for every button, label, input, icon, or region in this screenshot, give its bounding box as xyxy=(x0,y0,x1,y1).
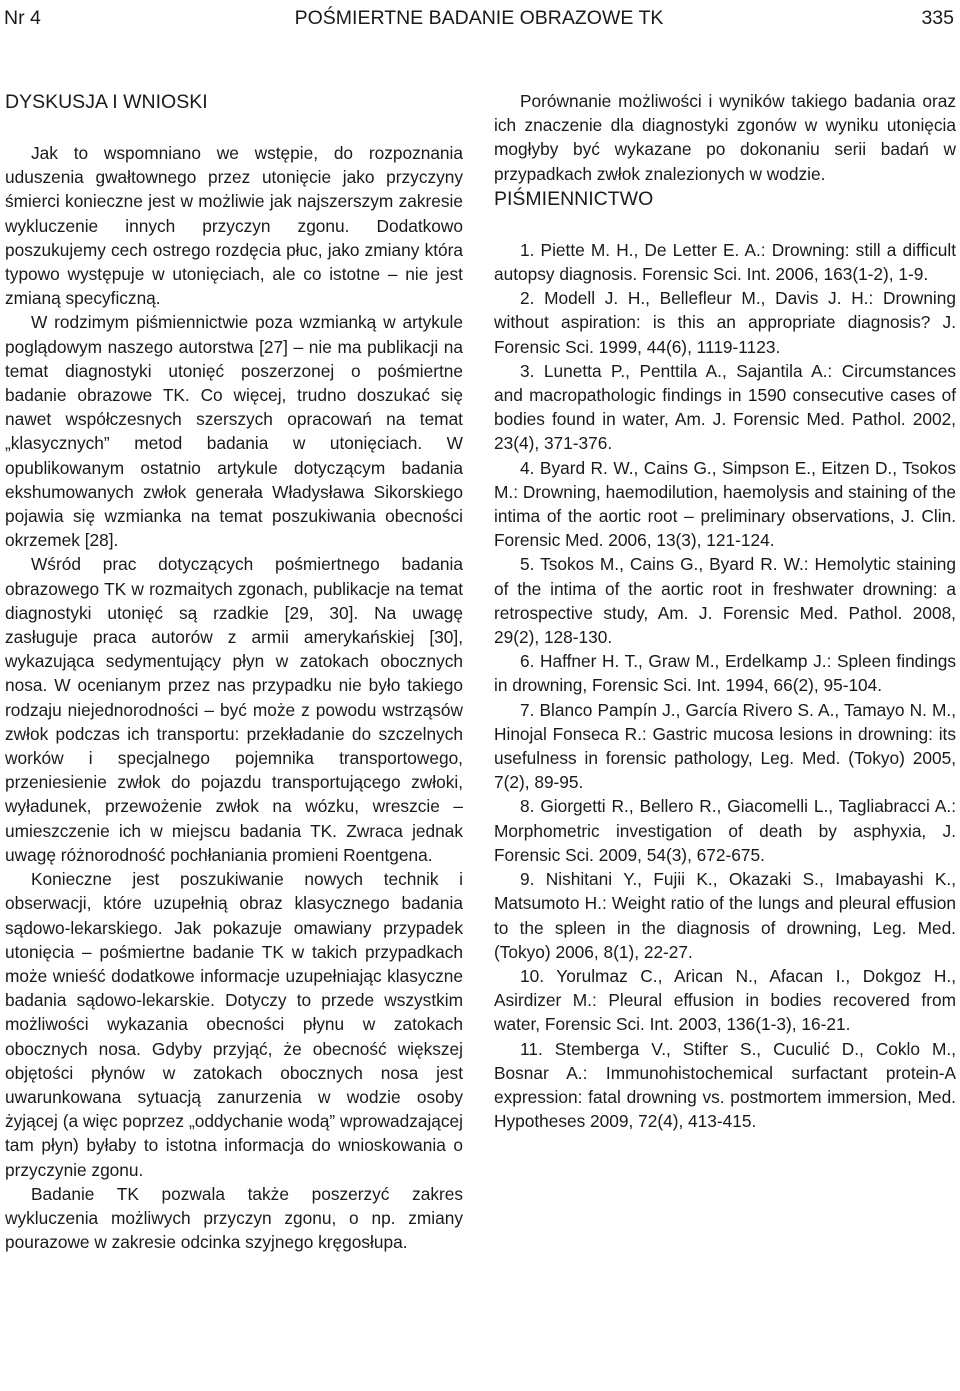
page-header xyxy=(4,4,954,32)
page-number: 335 xyxy=(921,7,954,29)
discussion-paragraph: Wśród prac dotyczących pośmiertnego badania obrazowego TK w rozmaitych zgonach, publikacje na temat diagnostyki utonięć są rzadkie [29, 30]. Na uwagę zasługuje praca autorów z armii amerykańskiej [30], wykazująca sedymentujący płyn w zatokach obocznych nosa. W ocenianym przez nas przypadku nie było takiego rodzaju niejednorodności – być może z powodu wstrząsów zwłok podczas ich transportu: przekładanie do szczelnych worków i specjalnego pojemnika transportowego, przeniesienie zwłok do pojazdu transportującego zwłoki, wyładunek, przewożenie zwłok na wózku, wreszcie – umieszczenie ich w miejscu badania TK. Zwraca jednak uwagę różnorodność pochłaniania promieni Roentgena. xyxy=(5,554,463,865)
reference-item: 10. Yorulmaz C., Arican N., Afacan I., Dokgoz H., Asirdizer M.: Pleural effusion in bodies recovered from water, Forensic Sci. Int. 2003, 136(1-3), 16-21. xyxy=(494,965,956,1035)
reference-item: 8. Giorgetti R., Bellero R., Giacomelli L., Tagliabracci A.: Morphometric investigation of death by asphyxia, J. Forensic Sci. 2009, 54(3), 672-675. xyxy=(494,796,956,865)
running-title: POŚMIERTNE BADANIE OBRAZOWE TK xyxy=(294,7,664,29)
reference-item: 3. Lunetta P., Penttila A., Sajantila A.: Circumstances and macropathologic findings in 1590 consecutive cases of bodies found in water, Am. J. Forensic Med. Pathol. 2002, 23(4), 371-376. xyxy=(494,360,956,454)
issue-number: Nr 4 xyxy=(4,7,41,29)
reference-item: 9. Nishitani Y., Fujii K., Okazaki S., Imabayashi K., Matsumoto H.: Weight ratio of the lungs and pleural effusion to the spleen in the diagnosis of drowning, Leg. Med. (Tokyo) 2006, 8(1), 22-27. xyxy=(494,869,956,962)
right-column xyxy=(494,89,956,1133)
reference-item: 1. Piette M. H., De Letter E. A.: Drowning: still a difficult autopsy diagnosis. Forensic Sci. Int. 2006, 163(1-2), 1-9. xyxy=(494,239,956,285)
reference-list xyxy=(494,238,956,1134)
discussion-paragraph: W rodzimym piśmiennictwie poza wzmianką w artykule poglądowym naszego autorstwa [27] – nie ma publikacji na temat diagnostyki utonięć poszerzonej o pośmiertne badanie obrazowe TK. Co więcej, trudno doszukać się nawet współczesnych szerszych opracowań na temat „klasycznych” metod badania w utonięciach. W opublikowanym ostatnio artykule dotyczącym badania ekshumowanych zwłok generała Władysława Sikorskiego pojawia się wzmianka na temat poszukiwania obecności okrzemek [28]. xyxy=(5,312,463,551)
reference-item: 4. Byard R. W., Cains G., Simpson E., Eitzen D., Tsokos M.: Drowning, haemodilution, haemolysis and staining of the intima of the aortic root – preliminary observations, J. Clin. Forensic Med. 2006, 13(3), 121-124. xyxy=(494,457,956,551)
reference-item: 6. Haffner H. T., Graw M., Erdelkamp J.: Spleen findings in drowning, Forensic Sci. Int. 1994, 66(2), 95-104. xyxy=(494,651,956,696)
discussion-paragraph-continued: Badanie TK pozwala także poszerzyć zakres wykluczenia możliwych przyczyn zgonu, o np. zmiany pourazowe w zakresie odcinka szyjnego kręgosłupa. xyxy=(5,1183,463,1253)
reference-item: 11. Stemberga V., Stifter S., Cuculić D., Coklo M., Bosnar A.: Immunohistochemical surfactant protein-A expression: fatal drowning vs. postmortem immersion, Med. Hypotheses 2009, 72(4), 413-415. xyxy=(494,1038,956,1132)
discussion-paragraph: Porównanie możliwości i wyników takiego badania oraz ich znaczenie dla diagnostyki zgonów w wyniku utonięcia mogłyby być wykazane po dokonaniu serii badań w przypadkach zwłok znalezionych w wodzie. xyxy=(494,91,956,184)
reference-item: 7. Blanco Pampín J., García Rivero S. A., Tamayo N. M., Hinojal Fonseca R.: Gastric mucosa lesions in drowning: its usefulness in forensic pathology, Leg. Med. (Tokyo) 2005, 7(2), 89-95. xyxy=(494,699,956,793)
reference-item: 5. Tsokos M., Cains G., Byard R. W.: Hemolytic staining of the intima of the aortic root in freshwater drowning: a retrospective study, Am. J. Forensic Med. Pathol. 2008, 29(2), 128-130. xyxy=(494,554,956,648)
discussion-paragraph: Jak to wspomniano we wstępie, do rozpoznania uduszenia gwałtownego przez utonięcie jako przyczyny śmierci konieczne jest w możliwie jak najszerszym zakresie wykluczenie innych przyczyn zgonu. Dodatkowo poszukujemy cech ostrego rozdęcia płuc, jako zmiany która typowo występuje w utonięciach, ale co istotne – nie jest zmianą specyficzną. xyxy=(5,143,463,309)
discussion-heading: DYSKUSJA I WNIOSKI xyxy=(5,91,208,113)
left-column xyxy=(5,89,463,1254)
reference-item: 2. Modell J. H., Bellefleur M., Davis J. H.: Drowning without aspiration: is this an appropriate diagnosis? J. Forensic Sci. 1999, 44(6), 1119-1123. xyxy=(494,288,956,357)
discussion-paragraph: Konieczne jest poszukiwanie nowych technik i obserwacji, które uzupełnią obraz klasycznego badania sądowo-lekarskiego. Jak pokazuje omawiany przypadek utonięcia – pośmiertne badanie TK w takich przypadkach może wnieść dodatkowe informacje uzupełniając klasyczne badania sądowo-lekarskie. Dotyczy to przede wszystkim możliwości wykazania obecności płynu w zatokach obocznych nosa. Gdyby przyjąć, że obecność większej objętości płynów w zatokach obocznych nosa jest uwarunkowana sytuacją zanurzenia w wodzie osoby żyjącej (a więc poprzez „oddychanie wodą” wprowadzającej tam płyn) byłaby to istotna informacja do wnioskowania o przyczynie zgonu. xyxy=(5,869,463,1180)
references-heading: PIŚMIENNICTWO xyxy=(494,187,654,210)
